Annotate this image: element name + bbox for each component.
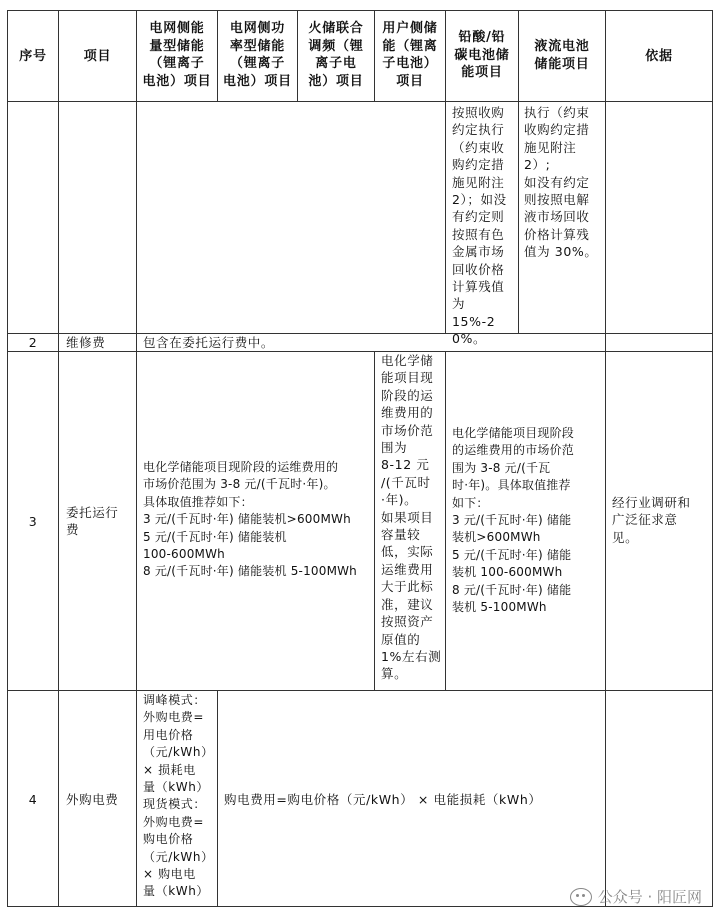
header-grid-power: 电网侧功 率型储能 （锂离子 电池）项目 bbox=[222, 21, 292, 89]
row3-seq: 3 bbox=[28, 514, 38, 529]
table-right-border bbox=[712, 10, 713, 907]
row4-seq: 4 bbox=[28, 792, 38, 807]
header-flow: 液流电池 储能项目 bbox=[534, 39, 590, 72]
row3-lithium-text: 电化学储能项目现阶段的运维费用的 市场价范围为 3-8 元/(千瓦时·年)。 具体取值推荐如下： 3 元/(千瓦时·年) 储能装机>600MWh 5 元/(千瓦时·年) 储能装机 100-600MWh 8 元/(千瓦时·年) 储能装机 5-100MWh bbox=[143, 460, 357, 579]
col-divider-user-row3 bbox=[445, 351, 446, 691]
header-thermal: 火储联合 调频（锂 离子电 池）项目 bbox=[308, 21, 364, 89]
col-divider-thermal-row3 bbox=[374, 351, 375, 691]
header-bottom-border bbox=[7, 101, 713, 102]
cont-lead-acid-text: 按照收购 约定执行 （约束收 购约定措 施见附注 2）；如没 有约定则 按照有色 金属市场 回收价格 计算残值 为 15%-20%。 bbox=[452, 105, 507, 347]
table-left-border bbox=[7, 10, 8, 907]
row3-basis-text: 经行业调研和 广泛征求意 见。 bbox=[612, 495, 691, 545]
header-user-side: 用户侧储 能（锂离 子电池） 项目 bbox=[382, 21, 438, 89]
row3-user-side-text: 电化学储 能项目现 阶段的运 维费用的 市场价范 围为 8-12 元 /(千瓦时 ·年)。 如果项目 容量较 低，实际 运维费用 大于此标 准，建议 按照资产 原值的 1%左右测 算。 bbox=[381, 353, 442, 682]
header-seq: 序号 bbox=[19, 49, 47, 64]
col-divider-seq bbox=[58, 10, 59, 907]
row2-item: 维修费 bbox=[66, 335, 106, 350]
cont-flow-text: 执行（约束 收购约定措 施见附注 2）; 如没有约定 则按照电解 液市场回收 价格计算残 值为 30%。 bbox=[524, 105, 598, 260]
row4-item: 外购电费 bbox=[66, 792, 119, 807]
row3-bottom-border bbox=[7, 690, 713, 691]
row3-other-text: 电化学储能项目现阶段 的运维费用的市场价范 围为 3-8 元/(千瓦 时·年)。具体取值推荐 如下： 3 元/(千瓦时·年) 储能 装机>600MWh 5 元/(千瓦时·年) 储能 装机 100-600MWh 8 元/(千瓦时·年) 储能 装机 5-100MWh bbox=[452, 426, 575, 615]
header-basis: 依据 bbox=[645, 49, 673, 64]
row3-item: 委托运行 费 bbox=[66, 505, 119, 538]
watermark-text: 公众号 · 阳匠网 bbox=[597, 888, 702, 906]
row4-grid-energy-text: 调峰模式： 外购电费= 用电价格 （元/kWh） × 损耗电 量（kWh） 现货模式： 外购电费= 购电价格 （元/kWh） × 购电电 量（kWh） bbox=[143, 693, 214, 899]
table-top-border bbox=[7, 10, 713, 11]
row4-rest-text: 购电费用=购电价格（元/kWh） × 电能损耗（kWh） bbox=[224, 792, 542, 807]
row2-content: 包含在委托运行费中。 bbox=[143, 335, 275, 350]
wechat-icon bbox=[570, 888, 592, 906]
watermark bbox=[570, 886, 702, 907]
header-lead-acid: 铅酸/铅 碳电池储 能项目 bbox=[454, 30, 510, 81]
col-divider-grid-energy-row4 bbox=[217, 690, 218, 907]
row2-seq: 2 bbox=[28, 335, 38, 350]
header-grid-energy: 电网侧能 量型储能 （锂离子 电池）项目 bbox=[142, 21, 212, 89]
header-item: 项目 bbox=[83, 49, 112, 64]
col-divider-item bbox=[136, 10, 137, 907]
